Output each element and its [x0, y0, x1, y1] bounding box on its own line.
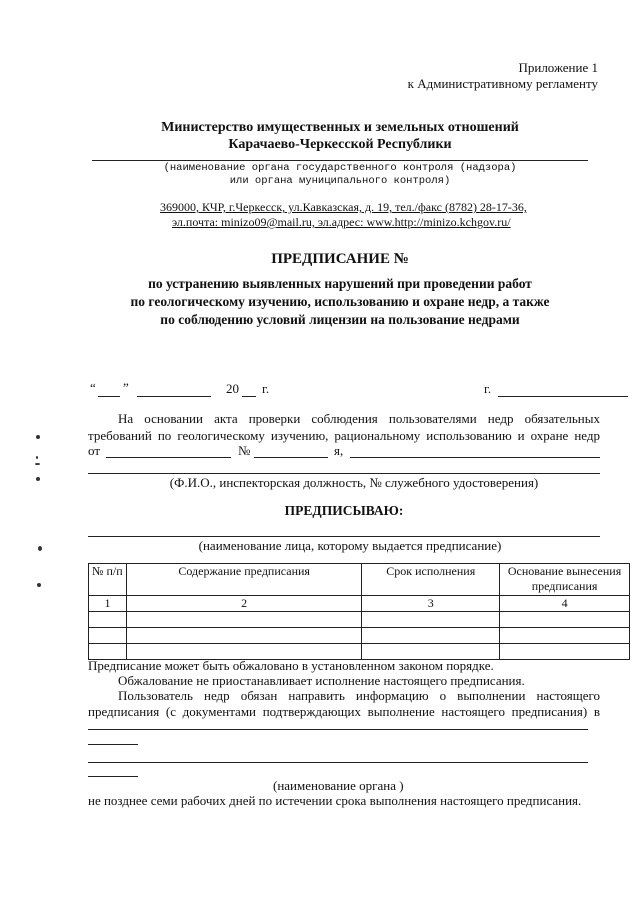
recipient-blank [88, 536, 600, 537]
numbering-cell: 4 [500, 596, 630, 612]
table-cell[interactable] [126, 628, 361, 644]
subtitle-line1: по устранению выявленных нарушений при проведении работ [148, 276, 532, 291]
year-suffix: г. [262, 381, 270, 396]
authority-name-line1: Министерство имущественных и земельных отношений [161, 120, 519, 135]
authority-name-line2: Карачаево-Черкесской Республики [228, 137, 452, 152]
recipient-caption: (наименование лица, которому выдается предписание) [198, 538, 502, 553]
organ-blank-3 [88, 762, 588, 763]
order-heading: ПРЕДПИСЫВАЮ: [284, 503, 404, 518]
basis-line1: На основании акта проверки соблюдения пользователями недр обязательных [118, 411, 600, 426]
act-date-blank [106, 457, 231, 458]
subtitle-line2: по геологическому изучению, использованию и охране недр, а также [130, 294, 550, 309]
table-row [89, 612, 630, 628]
table-header-row [89, 564, 630, 596]
table-numbering-row [89, 596, 630, 612]
city-prefix: г. [484, 381, 492, 396]
scan-speck [36, 435, 40, 439]
act-number-blank [254, 457, 328, 458]
appendix-label: Приложение 1 [518, 60, 598, 75]
year-blank [242, 396, 256, 397]
header-deadline: Срок исполнения [362, 564, 500, 596]
day-blank [98, 396, 120, 397]
table-cell[interactable] [89, 628, 127, 644]
date-open-quote: “ [90, 380, 96, 395]
basis-comma-ya: я, [334, 443, 344, 458]
basis-number-sign: № [238, 443, 251, 458]
month-blank [137, 396, 211, 397]
organ-blank-1 [88, 729, 588, 730]
basis-from: от [88, 443, 101, 458]
date-close-quote: ” [123, 380, 129, 395]
authority-address: 369000, КЧР, г.Черкесск, ул.Кавказская, д. 19, тел./факс (8782) 28-17-36, [160, 200, 527, 214]
table-cell[interactable] [126, 612, 361, 628]
authority-caption-line2: или органа муниципального контроля) [229, 175, 451, 187]
scan-speck [37, 583, 41, 587]
scan-speck [38, 546, 42, 551]
table-cell[interactable] [500, 644, 630, 660]
organ-blank-4 [88, 776, 138, 777]
year-prefix: 20 [226, 381, 239, 396]
scan-speck [36, 456, 38, 459]
appendix-regulation: к Административному регламенту [407, 76, 598, 91]
deadline-note: не позднее семи рабочих дней по истечении срока выполнения настоящего предписания. [88, 793, 582, 808]
numbering-cell: 3 [362, 596, 500, 612]
city-blank [498, 396, 628, 397]
authority-underline [92, 160, 588, 161]
document-title: ПРЕДПИСАНИЕ № [271, 251, 409, 267]
organ-caption: (наименование органа ) [273, 778, 404, 793]
basis-line2: требований по геологическому изучению, рациональному использованию и охране недр [88, 428, 600, 443]
subtitle-line3: по соблюдению условий лицензии на пользование недрами [160, 312, 520, 327]
scan-speck [36, 477, 40, 481]
scan-speck [35, 463, 40, 465]
numbering-cell: 1 [89, 596, 127, 612]
appeal-note: Предписание может быть обжаловано в установленном законом порядке. [88, 658, 494, 673]
header-basis: Основание вынесения предписания [500, 564, 630, 596]
inspector-caption: (Ф.И.О., инспекторская должность, № служебного удостоверения) [169, 475, 539, 490]
table-cell[interactable] [362, 628, 500, 644]
table-cell[interactable] [362, 612, 500, 628]
duty-line2: предписания (с документами подтверждающих выполнение настоящего предписания) в [88, 704, 600, 719]
duty-line1: Пользователь недр обязан направить информацию о выполнении настоящего [118, 688, 600, 703]
header-content: Содержание предписания [126, 564, 361, 596]
table-cell[interactable] [89, 612, 127, 628]
header-number: № п/п [89, 564, 127, 596]
organ-blank-2 [88, 744, 138, 745]
authority-caption-line1: (наименование органа государственного контроля (надзора) [163, 162, 517, 174]
authority-contacts: эл.почта: minizo09@mail.ru, эл.адрес: www.http://minizo.kchgov.ru/ [172, 215, 511, 229]
table-cell[interactable] [500, 628, 630, 644]
numbering-cell: 2 [126, 596, 361, 612]
inspector-blank-1 [350, 457, 600, 458]
table-row [89, 628, 630, 644]
inspector-blank-2 [88, 473, 600, 474]
prescription-table [88, 563, 630, 660]
no-suspend-note: Обжалование не приостанавливает исполнение настоящего предписания. [118, 673, 525, 688]
table-cell[interactable] [500, 612, 630, 628]
